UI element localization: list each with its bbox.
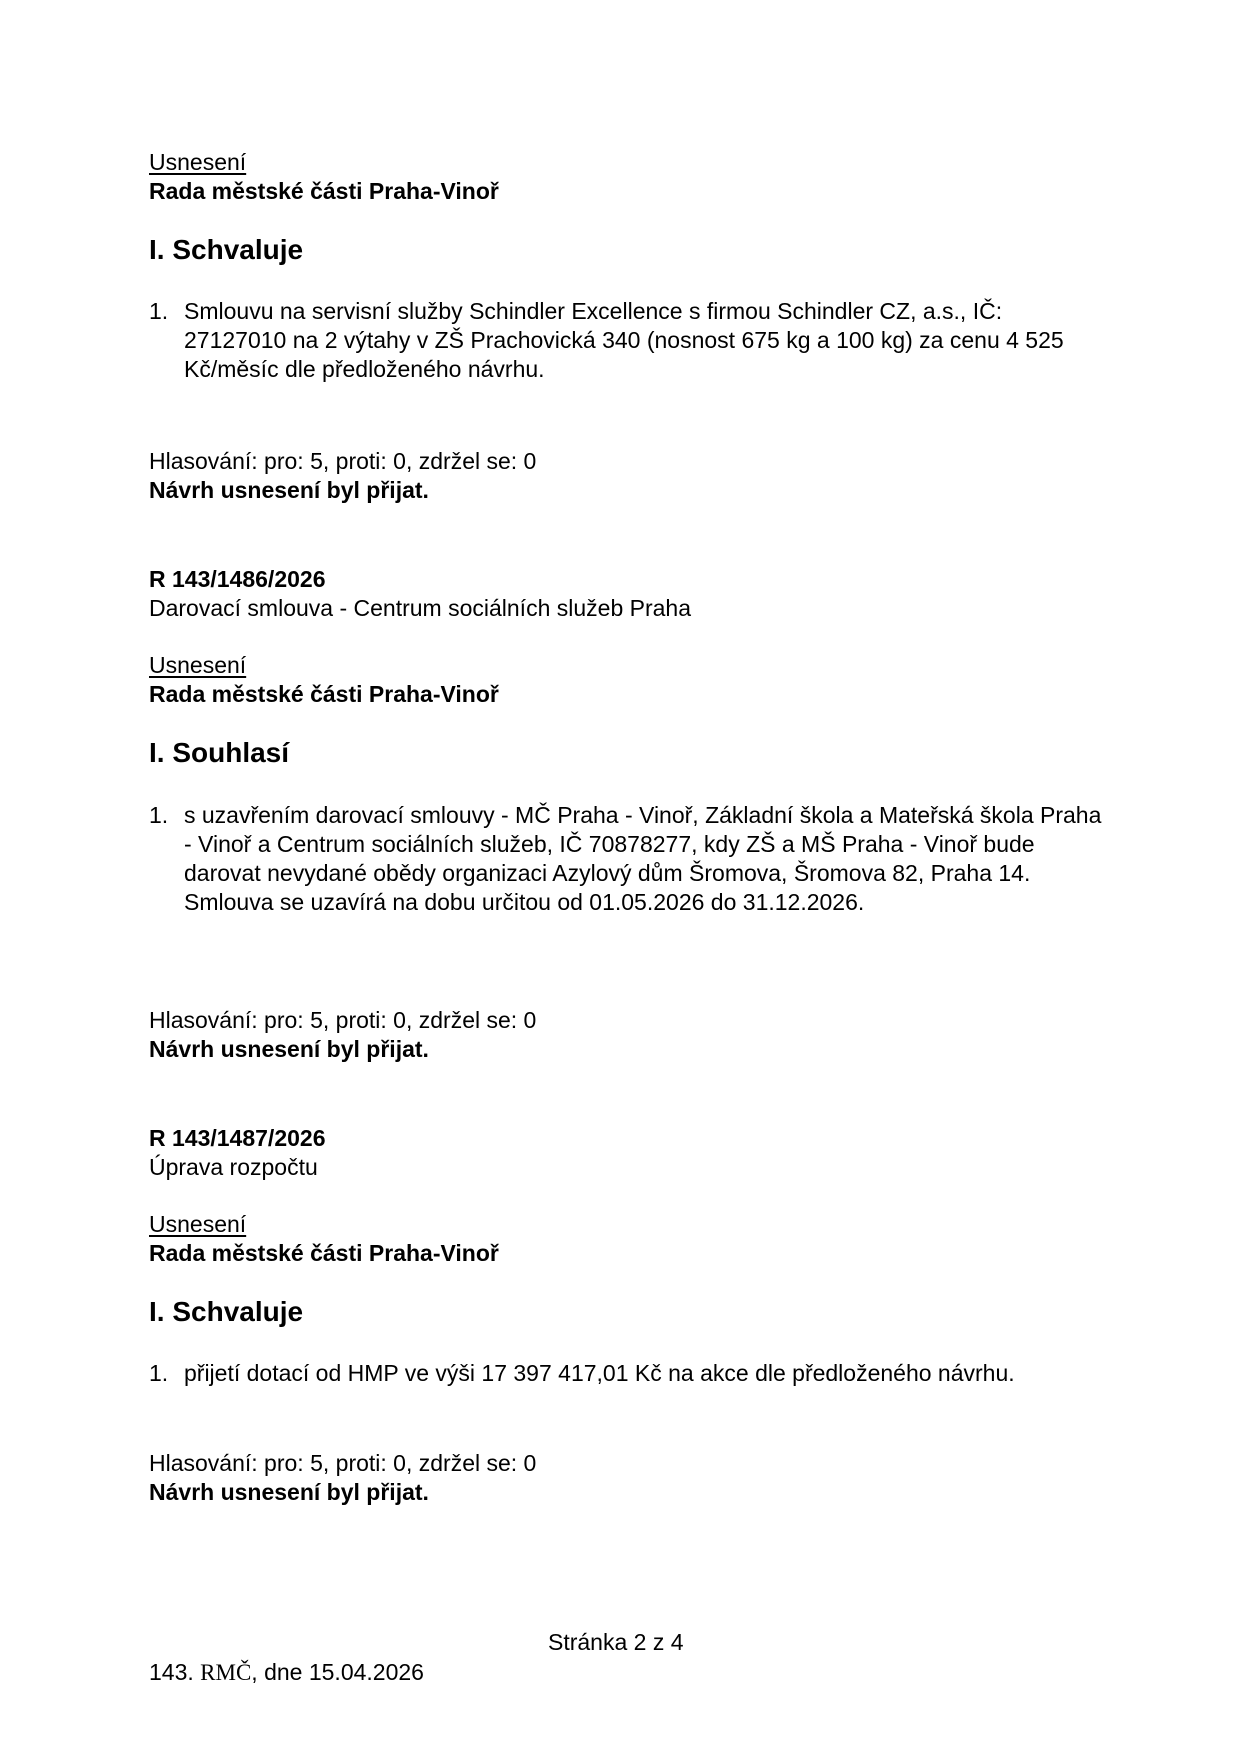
- resolution-ref: R 143/1486/2026: [149, 566, 326, 592]
- resolution-title: Darovací smlouva - Centrum sociálních služeb Praha: [149, 595, 692, 621]
- resolution-heading: I. Souhlasí: [149, 737, 290, 768]
- item-number: 1.: [149, 1360, 169, 1386]
- item-number: 1.: [149, 802, 169, 828]
- item-text: Smlouvu na servisní služby Schindler Excellence s firmou Schindler CZ, a.s., IČ: 27127010 na 2 výtahy v ZŠ Prachovická 340 (nosnost 675 kg a 100 kg) za cenu 4 525 Kč/měsíc dle předloženého návrhu.: [184, 298, 1064, 382]
- resolution-heading: I. Schvaluje: [149, 234, 304, 265]
- voting-result: Hlasování: pro: 5, proti: 0, zdržel se: 0: [149, 448, 537, 474]
- resolution-outcome: Návrh usnesení byl přijat.: [149, 477, 429, 503]
- resolution-item: [149, 297, 1109, 384]
- item-number: 1.: [149, 298, 169, 324]
- usneseni-label: Usnesení: [149, 652, 247, 678]
- resolution-item: [149, 801, 1109, 917]
- voting-result: Hlasování: pro: 5, proti: 0, zdržel se: 0: [149, 1450, 537, 1476]
- resolution-item: [149, 1359, 1109, 1388]
- council-name: Rada městské části Praha-Vinoř: [149, 178, 499, 204]
- council-name: Rada městské části Praha-Vinoř: [149, 681, 499, 707]
- item-text: přijetí dotací od HMP ve výši 17 397 417,01 Kč na akce dle předloženého návrhu.: [184, 1360, 1015, 1386]
- footer-rmc: RMČ: [200, 1660, 252, 1685]
- usneseni-label: Usnesení: [149, 1211, 247, 1237]
- page-number: Stránka 2 z 4: [548, 1629, 684, 1655]
- resolution-outcome: Návrh usnesení byl přijat.: [149, 1036, 429, 1062]
- footer-meeting-info: [149, 1658, 424, 1687]
- footer-date: , dne 15.04.2026: [251, 1659, 424, 1685]
- resolution-title: Úprava rozpočtu: [149, 1154, 318, 1180]
- resolution-heading: I. Schvaluje: [149, 1296, 304, 1327]
- resolution-ref: R 143/1487/2026: [149, 1125, 326, 1151]
- resolution-outcome: Návrh usnesení byl přijat.: [149, 1479, 429, 1505]
- item-text: s uzavřením darovací smlouvy - MČ Praha - Vinoř, Základní škola a Mateřská škola Praha - Vinoř a Centrum sociálních služeb, IČ 70878277, kdy ZŠ a MŠ Praha - Vinoř bude darovat nevydané obědy organizaci Azylový dům Šromova, Šromova 82, Praha 14. Smlouva se uzavírá na dobu určitou od 01.05.2026 do 31.12.2026.: [184, 802, 1102, 915]
- voting-result: Hlasování: pro: 5, proti: 0, zdržel se: 0: [149, 1007, 537, 1033]
- council-name: Rada městské části Praha-Vinoř: [149, 1240, 499, 1266]
- footer-prefix: 143.: [149, 1659, 194, 1685]
- usneseni-label: Usnesení: [149, 149, 247, 175]
